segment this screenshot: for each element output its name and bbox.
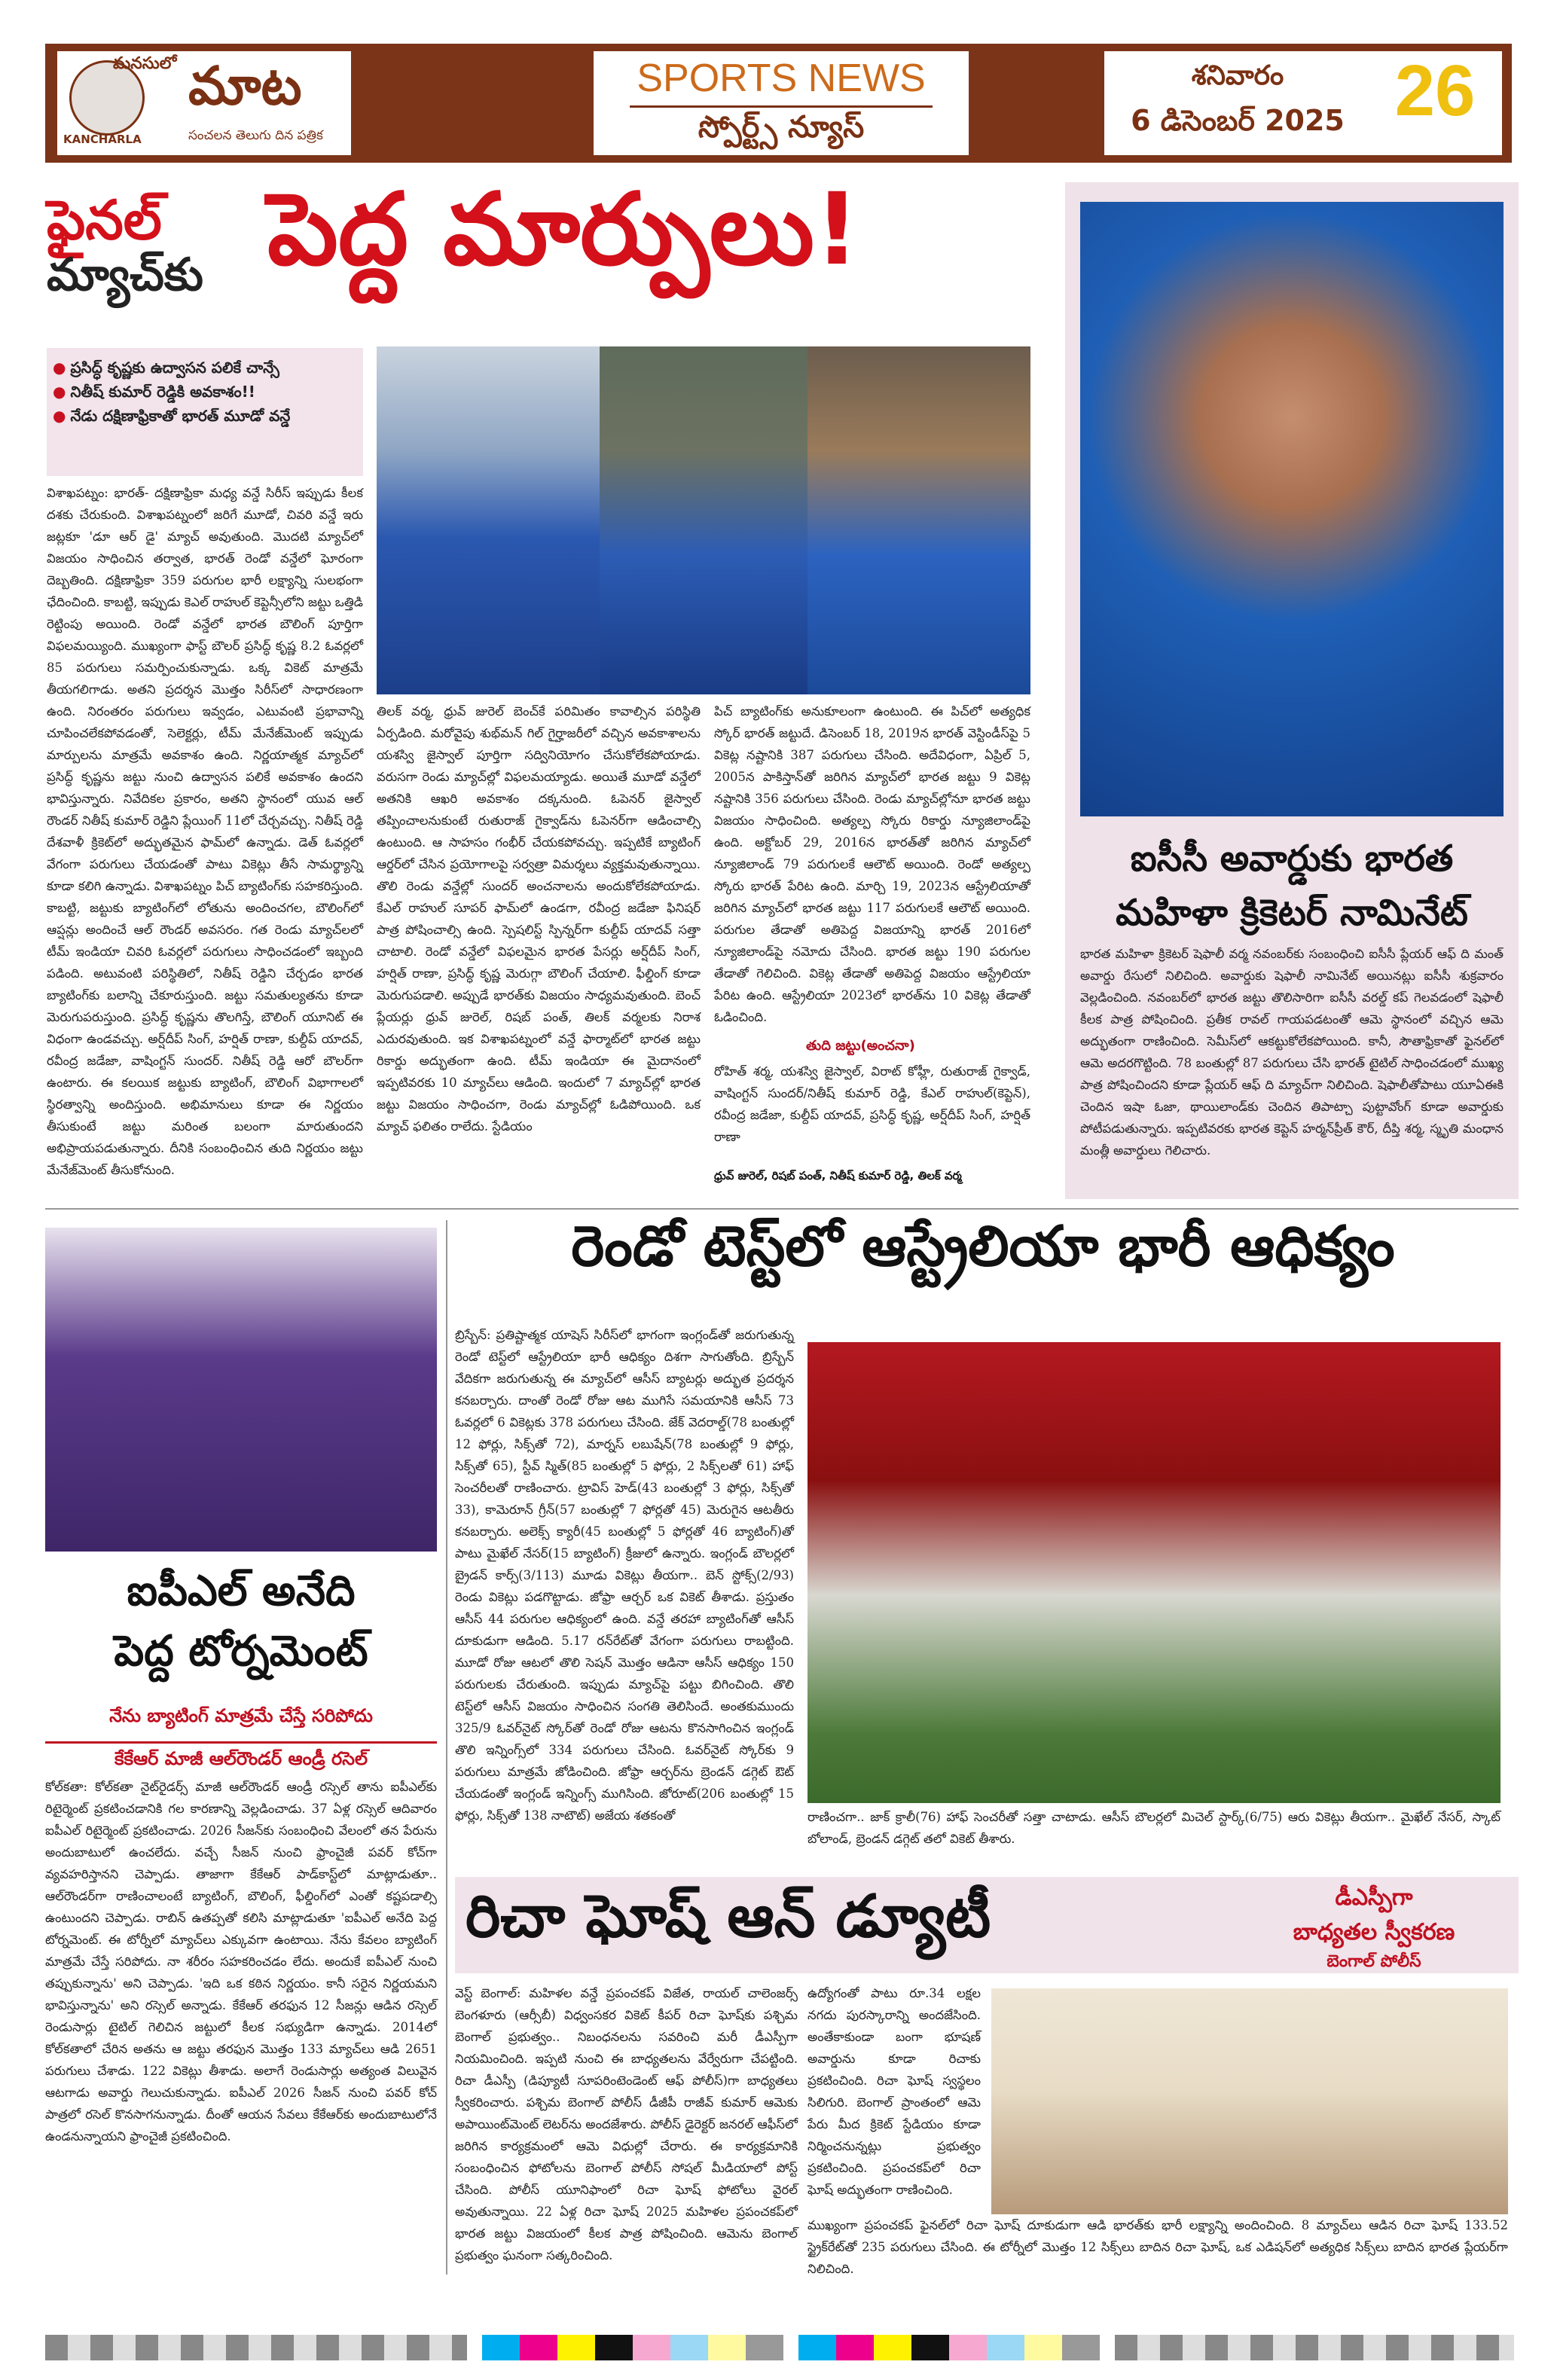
photo-batsman-1 — [377, 346, 600, 694]
color-bar-right — [1115, 2335, 1514, 2360]
photo-shefali — [1080, 202, 1504, 816]
bullet-text: ప్రసిద్ధ్ కృష్ణకు ఉద్వాసన పలికే చాన్సే — [70, 359, 279, 377]
test-text: బ్రిస్బేన్: ప్రతిష్టాత్మక యాషెస్ సిరీస్‌లో భాగంగా ఇంగ్లండ్‌తో జరుగుతున్న రెండో టెస్ట్‌లో ఆస్ట్రేలియా భారీ ఆధిక్యం దిశగా సాగుతోంది. బ్రిస్బేన్ వేదికగా జరుగుతున్న ఈ మ్యాచ్‌లో ఆసీస్ బ్యాటర్లు అద్భుత ప్రదర్శన కనబర్చారు. దాంతో రెండో రోజు ఆట ముగిసే సమయానికి ఆసీస్ 73 ఓవర్లలో 6 వికెట్లకు 378 పరుగులు చేసింది. జేక్ వెదరాల్డ్(78 బంతుల్లో 12 ఫోర్లు, సిక్స్‌తో 72), మార్నస్ లబుషేన్(78 బంతుల్లో 9 ఫోర్లు, సిక్స్‌తో 65), స్టీవ్ స్మిత్(85 బంతుల్లో 5 ఫోర్లు, 2 సిక్స్‌లతో 61) హాఫ్ సెంచరీలతో రాణించారు. ట్రావిస్ హెడ్(43 బంతుల్లో 3 ఫోర్లు, సిక్స్‌తో 33), కామెరూన్ గ్రీన్(57 బంతుల్లో 7 ఫోర్లతో 45) మెరుగైన ఆటతీరు కనబర్చారు. అలెక్స్ క్యారీ(45 బంతుల్లో 5 ఫోర్లతో 46 బ్యాటింగ్)తో పాటు మైఖేల్ నేసర్(15 బ్యాటింగ్) క్రీజులో ఉన్నారు. ఇంగ్లండ్ బౌలర్లలో బ్రైడన్ కార్స్(3/113) మూడు వికెట్లు తీయగా.. బెన్ స్టోక్స్(2/93) రెండు వికెట్లు పడగొట్టాడు. జోఫ్రా ఆర్చర్ ఒక వికెట్ తీశాడు. ప్రస్తుతం ఆసీస్ 44 పరుగుల ఆధిక్యంలో ఉంది. వన్డే తరహా బ్యాటింగ్‌తో ఆసీస్ దూకుడుగా ఆడింది. 5.17 రన్‌రేట్‌తో వేగంగా పరుగులు రాబట్టింది. మూడో రోజు ఆటలో తొలి సెషన్ మొత్తం ఆడినా ఆసీస్ ఆధిక్యం 150 పరుగులకు చేరుతుంది. ఇప్పుడు మ్యాచ్‌పై పట్టు బిగించింది. తొలి టెస్ట్‌లో ఆసీస్ విజయం సాధించిన సంగతి తెలిసిందే. అంతకుముందు 325/9 ఓవర్‌నైట్ స్కోర్‌తో రెండో రోజు ఆటను కొనసాగించిన ఇంగ్లండ్ తొలి ఇన్నింగ్స్‌లో 334 పరుగులు చేసింది. ఓవర్‌నైట్ స్కోర్‌కు 9 పరుగులు మాత్రమే జోడించింది. జోఫ్రా ఆర్చర్‌ను బ్రెండన్ డగ్గెట్ ఔట్ చేయడంతో ఇంగ్లండ్ ఇన్నింగ్స్ ముగిసింది. జోరూట్(206 బంతుల్లో 15 ఫోర్లు, సిక్స్‌తో 138 నాటౌట్) అజేయ శతకంతో — [455, 1328, 794, 1823]
photo-richa-ceremony — [991, 1988, 1508, 2214]
squad-label: తుది జట్టు(అంచనా) — [806, 1038, 915, 1054]
richa-sub-2: బాధ్యతల స్వీకరణ — [1293, 1919, 1455, 1945]
bench-list: ధ్రువ్ జురెల్, రిషబ్ పంత్, నితీష్ కుమార్ రెడ్డి, తిలక్ వర్మ — [714, 1169, 962, 1182]
lead-kicker-2: మ్యాచ్‌కు — [47, 249, 203, 301]
shefali-title-1: ఐసీసీ అవార్డుకు భారత — [1130, 838, 1454, 880]
lead-headline: పెద్ద మార్పులు! — [267, 172, 860, 288]
shefali-text: భారత మహిళా క్రికెటర్ షెఫాలీ వర్మ నవంబర్‌కు సంబంధించి ఐసీసీ ప్లేయర్ ఆఫ్ ది మంత్ అవార్డు రేసులో నిలిచింది. అవార్డుకు షెఫాలీ నామినేట్ అయినట్లు ఐసీసీ శుక్రవారం వెల్లడించింది. నవంబర్‌లో భారత జట్టు తొలిసారిగా ఐసీసీ వరల్డ్ కప్ గెలవడంలో షెఫాలీ కీలక పాత్ర పోషించింది. ప్రతీక రావల్ గాయపడటంతో ఆమె స్థానంలో వచ్చిన ఆమె అద్భుతంగా రాణించింది. సెమీస్‌లో ఆకట్టుకోలేకపోయింది. కానీ, సౌతాఫ్రికాతో ఫైనల్‌లో ఆమె అదరగొట్టింది. 78 బంతుల్లో 87 పరుగులు చేసి భారత్ టైటిల్ సాధించడంలో ముఖ్య పాత్ర పోషించిందని కూడా ప్లేయర్ ఆఫ్ ది మ్యాచ్‌గా నిలిచింది. షెఫాలీతోపాటు యూఏఈకి చెందిన ఇషా ఓజా, థాయిలాండ్‌కు చెందిన తిపాట్చా పుట్టావోంగ్ కూడా అవార్డుకు పోటీపడుతున్నారు. ఇప్పటివరకు భారత కెప్టెన్ హర్మన్‌ప్రీత్ కౌర్, దీప్తి శర్మ, స్మృతి మంధాన మంత్లీ అవార్డులు గెలిచారు. — [1080, 947, 1504, 1158]
test-text-2: రాణించగా.. జాక్ క్రాలీ(76) హాఫ్ సెంచరీతో సత్తా చాటాడు. ఆసీస్ బౌలర్లలో మిచెల్ స్టార్క్(6/75) ఆరు వికెట్లు తీయగా.. మైఖేల్ నేసర్, స్కాట్ బోలాండ్, బ్రెండన్ డగ్గెట్ తలో వికెట్ తీశారు. — [808, 1810, 1501, 1846]
photo-australia-team — [808, 1342, 1501, 1803]
logo-name: KANCHARLA — [63, 133, 142, 146]
color-bar-center — [482, 2335, 783, 2360]
column-separator — [446, 1220, 447, 2275]
section-title-en: SPORTS NEWS — [637, 56, 926, 100]
photo-batsman-2 — [808, 346, 1030, 694]
russell-sub-1: నేను బ్యాటింగ్ మాత్రమే చేస్తే సరిపోదు — [109, 1705, 373, 1726]
logo-prefix: మనసులో — [113, 54, 177, 73]
bullet-dot-icon: ● — [53, 407, 66, 425]
lead-column-1: విశాఖపట్నం: భారత్- దక్షిణాఫ్రికా మధ్య వన్డే సిరీస్ ఇప్పుడు కీలక దశకు చేరుకుంది. విశాఖపట్నంలో జరిగే మూడో, చివరి వన్డే ఇరు జట్లకూ 'డూ ఆర్ డై' మ్యాచ్ అవుతుంది. మొదటి మ్యాచ్‌లో విజయం సాధించిన తర్వాత, భారత్ రెండో వన్డేలో ఘోరంగా దెబ్బతింది. దక్షిణాఫ్రికా 359 పరుగుల భారీ లక్ష్యాన్ని సులభంగా ఛేదించింది. కాబట్టి, ఇప్పుడు కెఎల్ రాహుల్ కెప్టెన్సీలోని జట్టు ఒత్తిడి రెట్టింపు అయింది. రెండో వన్డేలో భారత బౌలింగ్ పూర్తిగా విఫలమయ్యింది. ముఖ్యంగా ఫాస్ట్ బౌలర్ ప్రసిద్ధ్ కృష్ణ 8.2 ఓవర్లలో 85 పరుగులు సమర్పించుకున్నాడు. ఒక్క వికెట్ మాత్రమే తీయగలిగాడు. అతని ప్రదర్శన మొత్తం సిరీస్‌లో సాధారణంగా ఉంది. నిరంతరం పరుగులు ఇవ్వడం, ఎటువంటి ప్రభావాన్ని చూపించలేకపోవడంతో, సెలెక్టర్లు, టీమ్ మేనేజ్‌మెంట్ ఇప్పుడు మార్పులను మాత్రమే అవకాశం ఉంది. నిర్ణయాత్మక మ్యాచ్‌లో ప్రసిద్ధ్ కృష్ణను జట్టు నుంచి ఉద్వాసన పలికే అవకాశం ఉందని భావిస్తున్నారు. నివేదికల ప్రకారం, అతని స్థానంలో యువ ఆల్ రౌండర్ నితీష్ కుమార్ రెడ్డిని ప్లేయింగ్ 11లో చేర్చవచ్చు. నితీష్ రెడ్డి దేశవాళీ క్రికెట్‌లో అద్భుతమైన ఫామ్‌లో ఉన్నాడు. డెత్ ఓవర్లలో వేగంగా పరుగులు చేయడంతో పాటు వికెట్లు తీసే సామర్థ్యాన్ని కూడా కలిగి ఉన్నాడు. విశాఖపట్నం పిచ్ బ్యాటింగ్‌కు సహకరిస్తుంది. కాబట్టి, జట్టుకు బ్యాటింగ్‌లో లోతును అందించగల, బౌలింగ్‌లో ఆప్షన్లు అందించే ఆల్ రౌండర్ అవసరం. గత రెండు మ్యాచ్‌లలో టీమ్ ఇండియా చివరి ఓవర్లలో పరుగులు సాధించడంలో ఇబ్బంది పడింది. అటువంటి పరిస్థితిలో, నితీష్ రెడ్డిని చేర్చడం భారత బ్యాటింగ్‌కు బలాన్ని చేకూరుస్తుంది. జట్టు సమతుల్యతను కూడా మెరుగుపరుస్తుంది. ప్రసిద్ధ్ కృష్ణను తొలగిస్తే, బౌలింగ్ యూనిట్ ఈ విధంగా ఉండవచ్చు. అర్ష్‌దీప్ సింగ్, హర్షిత్ రాణా, కుల్దీప్ యాదవ్, రవీంద్ర జడేజా, వాషింగ్టన్ సుందర్. నితీష్ రెడ్డి ఆరో బౌలర్‌గా ఉంటారు. ఈ కలయిక జట్టుకు బ్యాటింగ్, బౌలింగ్ విభాగాలలో స్థిరత్వాన్ని అందిస్తుంది. అభిమానులు కూడా ఈ నిర్ణయం తీసుకుంటే జట్టు మరింత బలంగా మారుతుందని అభిప్రాయపడుతున్నారు. దీనికి సంబంధించిన తుది నిర్ణయం జట్టు మేనేజ్‌మెంట్ తీసుకోనుంది. — [47, 486, 363, 1177]
shefali-title-2: మహిళా క్రికెటర్ నామినేట్ — [1116, 892, 1468, 934]
section-title-te: స్పోర్ట్స్ న్యూస్ — [698, 110, 865, 145]
lead-bullets — [47, 348, 363, 476]
richa-sub-1: డీఎస్పీగా — [1335, 1884, 1413, 1911]
date-day: శనివారం — [1191, 60, 1284, 91]
bullet-text: నేడు దక్షిణాఫ్రికాతో భారత్ మూడో వన్డే — [70, 407, 291, 425]
squad-list: రోహిత్ శర్మ, యశస్వి జైస్వాల్, విరాట్ కోహ్లీ, రుతురాజ్ గైక్వాడ్, వాషింగ్టన్ సుందర్/నితీష్ కుమార్ రెడ్డి, కేఎల్ రాహుల్(కెప్టెన్), రవీంద్ర జడేజా, కుల్దీప్ యాదవ్, ప్రసిద్ధ్ కృష్ణ, అర్ష్‌దీప్ సింగ్, హర్షిత్ రాణా — [714, 1064, 1030, 1144]
richa-text-3: ముఖ్యంగా ప్రపంచకప్ ఫైనల్‌లో రిచా ఘోష్ దూకుడుగా ఆడి భారత్‌కు భారీ లక్ష్యాన్ని అందించింది. 8 మ్యాచ్‌లు ఆడిన రిచా ఘోష్ 133.52 స్ట్రైక్‌రేట్‌తో 235 పరుగులు చేసింది. ఈ టోర్నీలో మొత్తం 12 సిక్స్‌లు బాదిన రిచా ఘోష్, ఒక ఎడిషన్‌లో అత్యధిక సిక్స్‌లు బాదిన భారత ప్లేయర్‌గా నిలిచింది. — [808, 2218, 1508, 2276]
richa-text-1: వెస్ట్ బెంగాల్: మహిళల వన్డే ప్రపంచకప్ విజేత, రాయల్ చాలెంజర్స్ బెంగళూరు (ఆర్సీబీ) విధ్వంసకర వికెట్ కీపర్ రిచా ఘోష్‌కు పశ్చిమ బెంగాల్ ప్రభుత్వం.. నిబంధనలను సవరించి మరీ డీఎస్పీగా నియమించింది. ఇప్పటి నుంచి ఈ బాధ్యతలను వేర్వేరుగా చేపట్టింది. రిచా డీఎస్పీ (డిప్యూటీ సూపరింటెండెంట్ ఆఫ్ పోలీస్)గా బాధ్యతలు స్వీకరించారు. పశ్చిమ బెంగాల్ పోలీస్ డీజీపీ రాజీవ్ కుమార్ ఆమెకు అపాయింట్‌మెంట్ లెటర్‌ను అందజేశారు. పోలీస్ డైరెక్టర్ జనరల్ ఆఫీస్‌లో జరిగిన కార్యక్రమంలో ఆమె విధుల్లో చేరారు. ఈ కార్యక్రమానికి సంబంధించిన ఫోటోలను బెంగాల్ పోలీస్ సోషల్ మీడియాలో పోస్ట్ చేసింది. పోలీస్ యూనిఫాంలో రిచా ఘోష్ ఫోటోలు వైరల్ అవుతున్నాయి. 22 ఏళ్ల రిచా ఘోష్ 2025 మహిళల ప్రపంచకప్‌లో భారత జట్టు విజయంలో కీలక పాత్ర పోషించింది. ఆమెను బెంగాల్ ప్రభుత్వం ఘనంగా సత్కరించింది. — [455, 1986, 798, 2263]
photo-russell — [45, 1228, 437, 1552]
richa-text-2: ఉద్యోగంతో పాటు రూ.34 లక్షల నగదు పురస్కారాన్ని అందజేసింది. అంతేకాకుండా బంగా భూషణ్ అవార్డును కూడా రిచాకు ప్రకటించింది. రిచా ఘోష్ స్వస్థలం సిలిగురి. బెంగాల్ ప్రాంతంలో ఆమె పేరు మీద క్రికెట్ స్టేడియం కూడా నిర్మించనున్నట్లు ప్రభుత్వం ప్రకటించింది. ప్రపంచకప్‌లో రిచా ఘోష్ అద్భుతంగా రాణించింది. — [808, 1986, 981, 2197]
section-separator — [45, 1208, 1519, 1210]
richa-headline: రిచా ఘోష్ ఆన్ డ్యూటీ — [466, 1883, 991, 1951]
bullet-item — [53, 404, 357, 428]
logo-word: మాట — [188, 54, 302, 117]
test-headline: రెండో టెస్ట్‌లో ఆస్ట్రేలియా భారీ ఆధిక్యం — [571, 1214, 1395, 1279]
bullet-text: నితీష్ కుమార్ రెడ్డికి అవకాశం!! — [70, 383, 255, 401]
russell-title-2: పెద్ద టోర్నమెంట్ — [114, 1627, 368, 1676]
russell-title-1: ఐపీఎల్ అనేది — [127, 1567, 356, 1616]
richa-sub-3: బెంగాల్ పోలీస్ — [1327, 1952, 1421, 1971]
russell-sub-2: కేకేఆర్ మాజీ ఆల్‌రౌండర్ ఆండ్రీ రసెల్ — [45, 1741, 437, 1774]
lead-column-2: తిలక్ వర్మ, ధ్రువ్ జురెల్ బెంచ్‌కే పరిమితం కావాల్సిన పరిస్థితి ఏర్పడింది. మరోవైపు శుభ్‌మన్ గిల్ గైర్హాజరీలో వచ్చిన అవకాశాలను యశస్వి జైస్వాల్ పూర్తిగా సద్వినియోగం చేసుకోలేకపోయాడు. వరుసగా రెండు మ్యాచ్‌ల్లో విఫలమయ్యాడు. అయితే మూడో వన్డేలో అతనికి ఆఖరి అవకాశం దక్కనుంది. ఓపెనర్ జైస్వాల్ తప్పించాలనుకుంటే రుతురాజ్ గైక్వాడ్‌ను ఓపెనర్‌గా ఆడించాల్సి ఉంటుంది. ఆ సాహసం గంభీర్ చేయకపోవచ్చు. ఇప్పటికే బ్యాటింగ్ ఆర్డర్‌లో చేసిన ప్రయోగాలపై సర్వత్రా విమర్శలు వ్యక్తమవుతున్నాయి. తొలి రెండు వన్డేల్లో సుందర్ అంచనాలను అందుకోలేకపోయాడు. కేఎల్ రాహుల్ సూపర్ ఫామ్‌లో ఉండగా, రవీంద్ర జడేజా ఫినిషర్ పాత్ర పోషించాల్సి ఉంది. స్పెషలిస్ట్ స్పిన్నర్‌గా కుల్దీప్ యాదవ్ సత్తా చాటాలి. రెండో వన్డేలో విఫలమైన భారత పేసర్లు అర్ష్‌దీప్ సింగ్, హర్షిత్ రాణా, ప్రసిద్ధ్ కృష్ణ మెరుగ్గా బౌలింగ్ చేయాలి. ఫీల్డింగ్ కూడా మెరుగుపడాలి. అప్పుడే భారత్‌కు విజయం సాధ్యమవుతుంది. బెంచ్ ప్లేయర్లు ధ్రువ్ జురెల్, రిషబ్ పంత్, తిలక్ వర్మలకు నిరాశ ఎదురవుతుంది. ఇక విశాఖపట్నంలో వన్డే ఫార్మాట్‌లో భారత జట్టు రికార్డు అద్భుతంగా ఉంది. టీమ్ ఇండియా ఈ మైదానంలో ఇప్పటివరకు 10 మ్యాచ్‌లు ఆడింది. ఇందులో 7 మ్యాచ్‌ల్లో భారత జట్టు విజయం సాధించగా, రెండు మ్యాచ్‌ల్లో ఓడిపోయింది. ఒక మ్యాచ్ ఫలితం రాలేదు. స్టేడియం — [377, 704, 701, 1134]
color-bar-left — [45, 2335, 467, 2360]
color-bar-center-2 — [798, 2335, 1100, 2360]
page-number: 26 — [1394, 50, 1476, 131]
lead-kicker-1: ఫైనల్ — [47, 188, 162, 252]
lead-column-3: పిచ్ బ్యాటింగ్‌కు అనుకూలంగా ఉంటుంది. ఈ పిచ్‌లో అత్యధిక స్కోర్ భారత్ జట్టుదే. డిసెంబర్ 18, 2019న భారత్ వెస్టిండీస్‌పై 5 వికెట్ల నష్టానికి 387 పరుగులు చేసింది. అదేవిధంగా, ఏప్రిల్ 5, 2005న పాకిస్తాన్‌తో జరిగిన మ్యాచ్‌లో భారత జట్టు 9 వికెట్ల నష్టానికి 356 పరుగులు చేసింది. రెండు మ్యాచ్‌ల్లోనూ భారత జట్టు విజయం సాధించింది. అత్యల్ప స్కోరు రికార్డు న్యూజిలాండ్‌పై ఉంది. అక్టోబర్ 29, 2016న భారత్‌తో జరిగిన మ్యాచ్‌లో న్యూజిలాండ్ 79 పరుగులకే ఆలౌట్ అయింది. రెండో అత్యల్ప స్కోరు భారత్ పేరిట ఉంది. మార్చి 19, 2023న ఆస్ట్రేలియాతో జరిగిన మ్యాచ్‌లో భారత జట్టు 117 పరుగులకే ఆలౌట్ అయింది. పరుగుల తేడాతో అతిపెద్ద విజయాన్ని భారత్ 2016లో న్యూజిలాండ్‌పై నమోదు చేసింది. భారత జట్టు 190 పరుగుల తేడాతో గెలిచింది. వికెట్ల తేడాతో అతిపెద్ద విజయం ఆస్ట్రేలియా పేరిట ఉంది. ఆస్ట్రేలియా 2023లో భారత్‌ను 10 వికెట్ల తేడాతో ఓడించింది. — [714, 704, 1030, 1024]
section-divider — [630, 105, 933, 108]
bullet-dot-icon: ● — [53, 359, 66, 377]
photo-bowler — [600, 346, 808, 694]
logo-tagline: సంచలన తెలుగు దిన పత్రిక — [188, 128, 323, 143]
date-full: 6 డిసెంబర్ 2025 — [1131, 104, 1345, 137]
russell-text: కోల్‌కతా: కోల్‌కతా నైట్‌రైడర్స్ మాజీ ఆల్‌రౌండర్ ఆండ్రీ రస్సెల్ తాను ఐపీఎల్‌కు రిటైర్మెంట్ ప్రకటించడానికి గల కారణాన్ని వెల్లడించాడు. 37 ఏళ్ల రస్సెల్ ఆదివారం ఐపీఎల్ రిటైర్మెంట్ ప్రకటించాడు. 2026 సీజన్‌కు సంబంధించి వేలంలో తన పేరును అందుబాటులో ఉంచలేదు. వచ్చే సీజన్ నుంచి ఫ్రాంచైజీ పవర్ కోచ్‌గా వ్యవహరిస్తానని చెప్పాడు. తాజాగా కేకేఆర్ పాడ్‌కాస్ట్‌లో మాట్లాడుతూ.. ఆల్‌రౌండర్‌గా రాణించాలంటే బ్యాటింగ్, బౌలింగ్, ఫీల్డింగ్‌లో ఎంతో కష్టపడాల్సి ఉంటుందని చెప్పాడు. రాబిన్ ఉతప్పతో కలిసి మాట్లాడుతూ 'ఐపీఎల్ అనేది పెద్ద టోర్నమెంట్. ఈ టోర్నీలో మ్యాచ్‌లు ఎక్కువగా ఉంటాయి. నేను కేవలం బ్యాటింగ్ మాత్రమే చేస్తే సరిపోదు. నా శరీరం సహకరించడం లేదు. అందుకే ఐపీఎల్ నుంచి తప్పుకున్నాను' అని చెప్పాడు. 'ఇది ఒక కఠిన నిర్ణయం. కానీ సరైన నిర్ణయమని భావిస్తున్నాను' అని రస్సెల్ అన్నాడు. కేకేఆర్ తరఫున 12 సీజన్లు ఆడిన రస్సెల్ రెండుసార్లు టైటిల్ గెలిచిన జట్టులో కీలక సభ్యుడిగా ఉన్నాడు. 2014లో కోల్‌కతాలో చేరిన అతను ఆ జట్టు తరఫున మొత్తం 133 మ్యాచ్‌లు ఆడి 2651 పరుగులు చేశాడు. 122 వికెట్లు తీశాడు. అలాగే రెండుసార్లు అత్యంత విలువైన ఆటగాడు అవార్డు గెలుచుకున్నాడు. ఐపీఎల్ 2026 సీజన్ నుంచి పవర్ కోచ్ పాత్రలో రసెల్ కొనసాగనున్నాడు. దీంతో ఆయన సేవలు కేకేఆర్‌కు అందుబాటులోనే ఉండనున్నాయని ఫ్రాంచైజీ ప్రకటించింది. — [45, 1780, 437, 2144]
bullet-item — [53, 380, 357, 404]
bullet-dot-icon: ● — [53, 383, 66, 401]
bullet-item — [53, 355, 357, 380]
